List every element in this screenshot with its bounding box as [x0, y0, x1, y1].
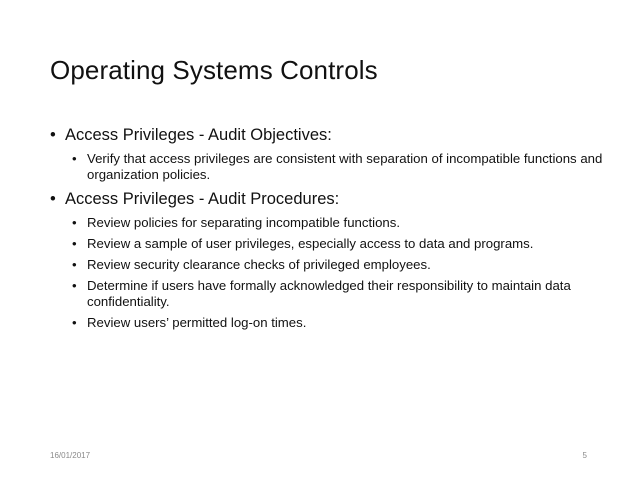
procedures-list — [50, 215, 610, 331]
bullet-icon: • — [72, 315, 77, 330]
objectives-list — [50, 151, 610, 183]
section-heading-text: Access Privileges - Audit Procedures: — [65, 190, 340, 208]
footer-page-number: 5 — [582, 451, 587, 460]
list-item-text: Verify that access privileges are consistent with separation of incompatible functions and organization policies. — [87, 151, 603, 182]
section-heading-objectives — [50, 125, 610, 145]
bullet-icon: • — [50, 126, 56, 144]
list-item — [50, 315, 610, 331]
list-item-text: Review a sample of user privileges, especially access to data and programs. — [87, 236, 534, 251]
slide-title: Operating Systems Controls — [50, 55, 378, 85]
list-item — [50, 278, 610, 310]
bullet-icon: • — [72, 278, 77, 293]
bullet-icon: • — [72, 236, 77, 251]
section-heading-text: Access Privileges - Audit Objectives: — [65, 126, 332, 144]
bullet-icon: • — [72, 257, 77, 272]
slide-content — [50, 125, 610, 337]
list-item-text: Review policies for separating incompatible functions. — [87, 215, 400, 230]
bullet-icon: • — [50, 190, 56, 208]
list-item — [50, 151, 610, 183]
list-item-text: Review users’ permitted log-on times. — [87, 315, 307, 330]
list-item — [50, 257, 610, 273]
list-item — [50, 215, 610, 231]
footer-date: 16/01/2017 — [50, 451, 91, 460]
section-heading-procedures — [50, 189, 610, 209]
bullet-icon: • — [72, 151, 77, 166]
list-item-text: Review security clearance checks of privileged employees. — [87, 257, 431, 272]
list-item — [50, 236, 610, 252]
bullet-icon: • — [72, 215, 77, 230]
list-item-text: Determine if users have formally acknowledged their responsibility to maintain data confidentiality. — [87, 278, 571, 309]
